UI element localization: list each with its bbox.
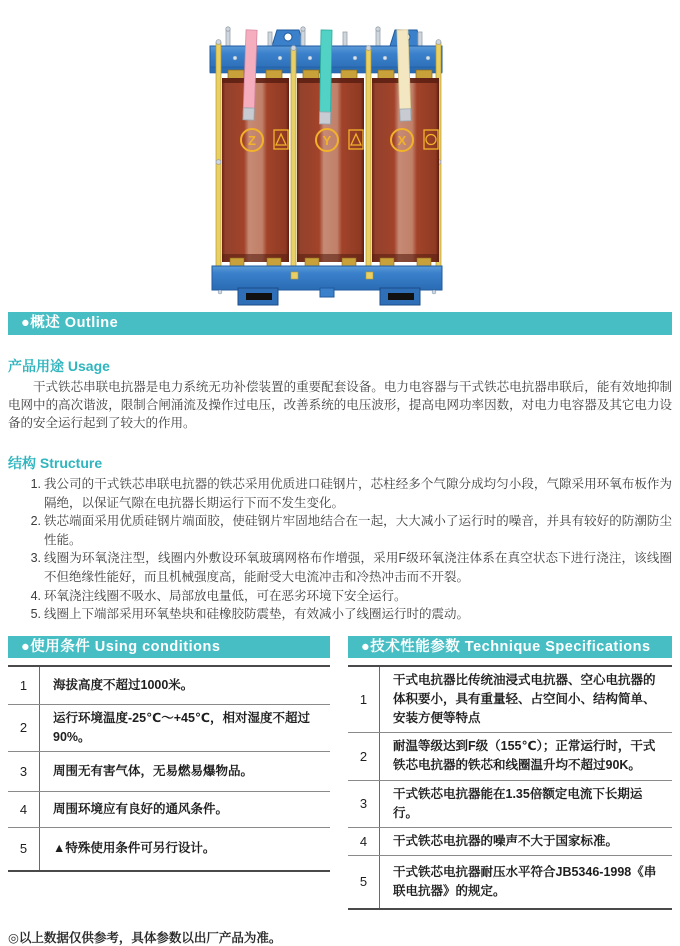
phase-symbol-b: Y xyxy=(322,133,332,148)
using-conditions-banner: ●使用条件 Using conditions xyxy=(8,636,330,658)
usage-paragraph: 干式铁芯串联电抗器是电力系统无功补偿装置的重要配套设备。电力电容器与干式铁芯电抗器串联后，能有效地抑制电网中的高次谐波，限制合闸涌流及操作过电压，改善系统的电压波形，提高电网功率因数，对电力电容器及其它电力设备的安全运行起到了较大的作用。 xyxy=(8,380,672,430)
using-conditions-table xyxy=(8,665,330,872)
list-item-number: 5. xyxy=(30,607,41,622)
table-row xyxy=(8,705,330,752)
list-item xyxy=(8,512,672,549)
list-item xyxy=(8,605,672,624)
row-text: 周围无有害气体，无易燃易爆物品。 xyxy=(53,763,254,778)
list-item xyxy=(8,549,672,586)
row-text: 干式铁芯电抗器能在1.35倍额定电流下长期运行。 xyxy=(393,786,643,820)
row-number: 3 xyxy=(348,781,380,827)
outline-banner: ●概述 Outline xyxy=(8,312,672,335)
list-item xyxy=(8,475,672,512)
row-text: 干式铁芯电抗器的噪声不大于国家标准。 xyxy=(393,833,619,848)
list-item-text: 线圈为环氧浇注型，线圈内外敷设环氧玻璃网格布作增强，采用F级环氧浇注体系在真空状态下进行浇注，该线圈不但绝缘性能好，而且机械强度高，能耐受大电流冲击和冷热冲击而不开裂。 xyxy=(44,551,672,584)
row-number: 3 xyxy=(8,752,40,791)
row-number: 2 xyxy=(348,733,380,780)
row-number: 2 xyxy=(8,705,40,751)
list-item-number: 3. xyxy=(30,551,41,566)
mounting-feet xyxy=(238,288,420,305)
coil xyxy=(222,70,289,266)
structure-section xyxy=(8,453,672,624)
row-text: 海拔高度不超过1000米。 xyxy=(53,677,194,692)
reactor-photo xyxy=(180,22,500,312)
bottom-beam xyxy=(212,266,442,305)
table-row xyxy=(8,792,330,828)
using-conditions-column xyxy=(8,636,330,910)
tables-row xyxy=(8,636,672,910)
list-item-text: 铁芯端面采用优质硅钢片端面胶，使硅钢片牢固地结合在一起，大大减小了运行时的噪音，并具有较好的防潮防尘性能。 xyxy=(44,514,672,547)
list-item xyxy=(8,587,672,606)
specifications-column xyxy=(348,636,672,910)
table-row xyxy=(8,752,330,792)
list-item-number: 2. xyxy=(30,514,41,529)
row-number: 1 xyxy=(348,667,380,732)
row-number: 5 xyxy=(348,856,380,908)
table-row xyxy=(348,828,672,856)
table-row xyxy=(348,667,672,733)
row-text: 干式电抗器比传统油浸式电抗器、空心电抗器的体积要小，具有重量轻、占空间小、结构简单、安装方便等特点 xyxy=(393,672,656,725)
row-number: 4 xyxy=(348,828,380,855)
usage-heading: 产品用途 Usage xyxy=(8,358,110,374)
footnote: ◎以上数据仅供参考，具体参数以出厂产品为准。 xyxy=(8,930,282,945)
phase-symbol-c: X xyxy=(397,133,407,148)
table-row xyxy=(8,828,330,870)
row-number: 4 xyxy=(8,792,40,827)
table-row xyxy=(348,856,672,908)
product-photo-area xyxy=(0,0,680,312)
specifications-table xyxy=(348,665,672,910)
structure-heading: 结构 Structure xyxy=(8,455,103,471)
structure-list xyxy=(8,475,672,624)
usage-section xyxy=(8,356,672,432)
busbar-teal xyxy=(319,30,332,124)
phase-symbol-a: Z xyxy=(248,133,256,148)
row-text: 干式铁芯电抗器耐压水平符合JB5346-1998《串联电抗器》的规定。 xyxy=(393,864,657,898)
list-item-text: 环氧浇注线圈不吸水、局部放电量低，可在恶劣环境下安全运行。 xyxy=(44,588,407,603)
row-text: ▲特殊使用条件可另行设计。 xyxy=(53,841,216,856)
row-number: 5 xyxy=(8,828,40,870)
table-row xyxy=(8,667,330,705)
row-text: 耐温等级达到F级（155℃）；正常运行时，干式铁芯电抗器的铁芯和线圈温升均不超过90K。 xyxy=(393,739,656,773)
table-row xyxy=(348,781,672,828)
list-item-text: 我公司的干式铁芯串联电抗器的铁芯采用优质进口硅钢片，芯柱经多个气隙分成均匀小段，气隙采用环氧布板作为隔绝，以保证气隙在电抗器长期运行下而不发生变化。 xyxy=(44,477,672,510)
list-item-number: 1. xyxy=(30,477,41,491)
table-row xyxy=(348,733,672,781)
row-number: 1 xyxy=(8,667,40,704)
row-text: 运行环境温度-25℃～+45℃，相对湿度不超过90%。 xyxy=(53,710,311,744)
specifications-banner: ●技术性能参数 Technique Specifications xyxy=(348,636,672,658)
row-text: 周围环境应有良好的通风条件。 xyxy=(53,801,229,816)
list-item-number: 4. xyxy=(30,588,41,603)
list-item-text: 线圈上下端部采用环氧垫块和硅橡胶防震垫，有效减小了线圈运行时的震动。 xyxy=(44,607,470,622)
